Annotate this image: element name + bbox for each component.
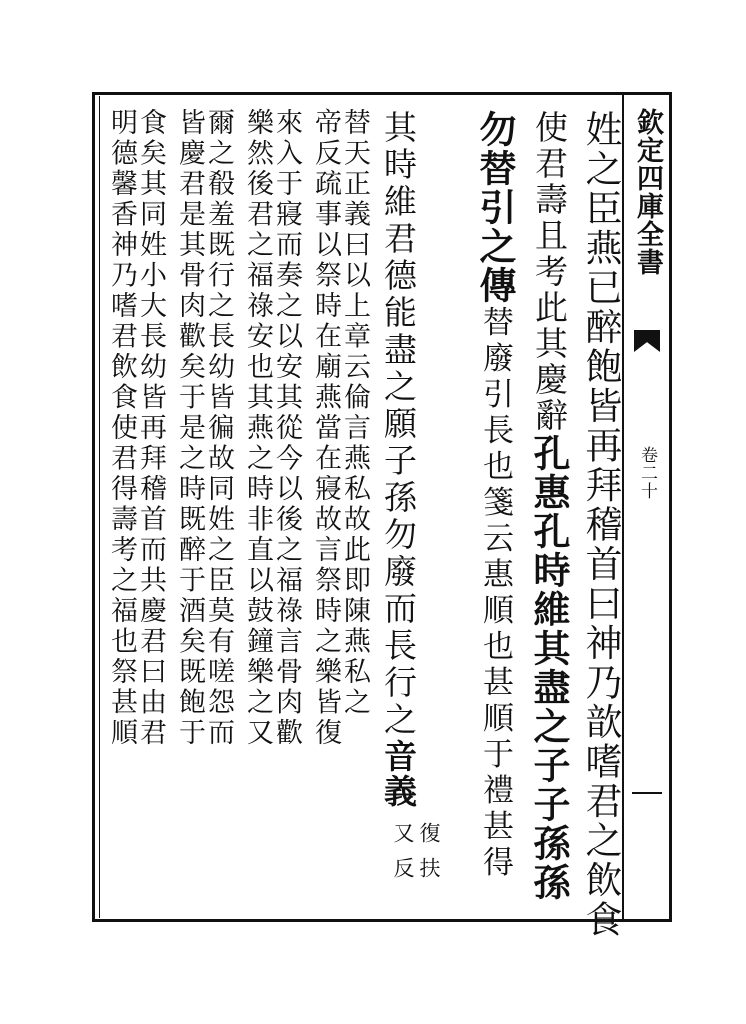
commentary-column-8 [108,108,164,908]
column-4-annotation-right [418,822,439,892]
commentary-column-5 [312,108,368,908]
commentary-8-left: 明德馨香神乃嗜君飲食使君得壽考之福也祭甚順 [106,108,137,749]
column-4-yinyi: 音義 [379,739,418,809]
column-3-commentary-mark: 傳 [473,266,517,306]
annotation-char-fu: 復 [417,822,441,857]
column-4-annotation-left [392,822,413,892]
column-3-note: 替廢引長也箋云惠順也甚順于禮甚得 [477,305,513,882]
column-2-main: 孔惠孔時維其盡之子子孫孫 [527,434,571,902]
lower-margin-rule [632,792,662,794]
commentary-5-left: 帝反疏事以祭時在廟燕當在寢故言祭時之樂皆復 [310,108,341,749]
commentary-8-right: 食矣其同姓小大長幼皆再拜稽首而共慶君曰由君 [135,108,166,749]
commentary-6-right: 來入于寢而奏之以安其從今以後之福祿言骨肉歡 [271,108,302,749]
commentary-6-left: 樂然後君之福祿安也其燕之時非直以鼓鐘樂之又 [242,108,273,749]
annotation-char-you: 又 [391,822,415,857]
commentary-5-right: 替天正義曰以上章云倫言燕私故此即陳燕私之 [339,108,370,718]
annotation-char-fan: 反 [391,857,415,892]
commentary-column-7 [176,108,232,908]
commentary-7-right: 爾之殽羞既行之長幼皆徧故同姓之臣莫有嗟怨而 [203,108,234,749]
volume-number: 卷二十 [637,446,657,500]
commentary-column-6 [244,108,300,908]
commentary-7-left: 皆慶君是其骨肉歡矣于是之時既醉于酒矣既飽于 [174,108,205,749]
text-column-1: 姓之臣燕已醉飽皆再拜稽首曰神乃歆嗜君之飲食 [579,110,622,940]
column-2-head: 使君壽且考此其慶辭 [530,110,569,434]
annotation-char-fu2: 扶 [417,857,441,892]
text-column-4 [379,110,418,809]
text-column-3 [473,110,517,882]
inner-border-line [99,96,100,918]
column-3-head: 勿替引之 [473,110,517,266]
text-column-2 [527,110,571,902]
collection-title: 欽定四庫全書 [632,108,663,276]
column-4-main: 其時維君德能盡之願子孫勿廢而長行之 [379,110,418,739]
